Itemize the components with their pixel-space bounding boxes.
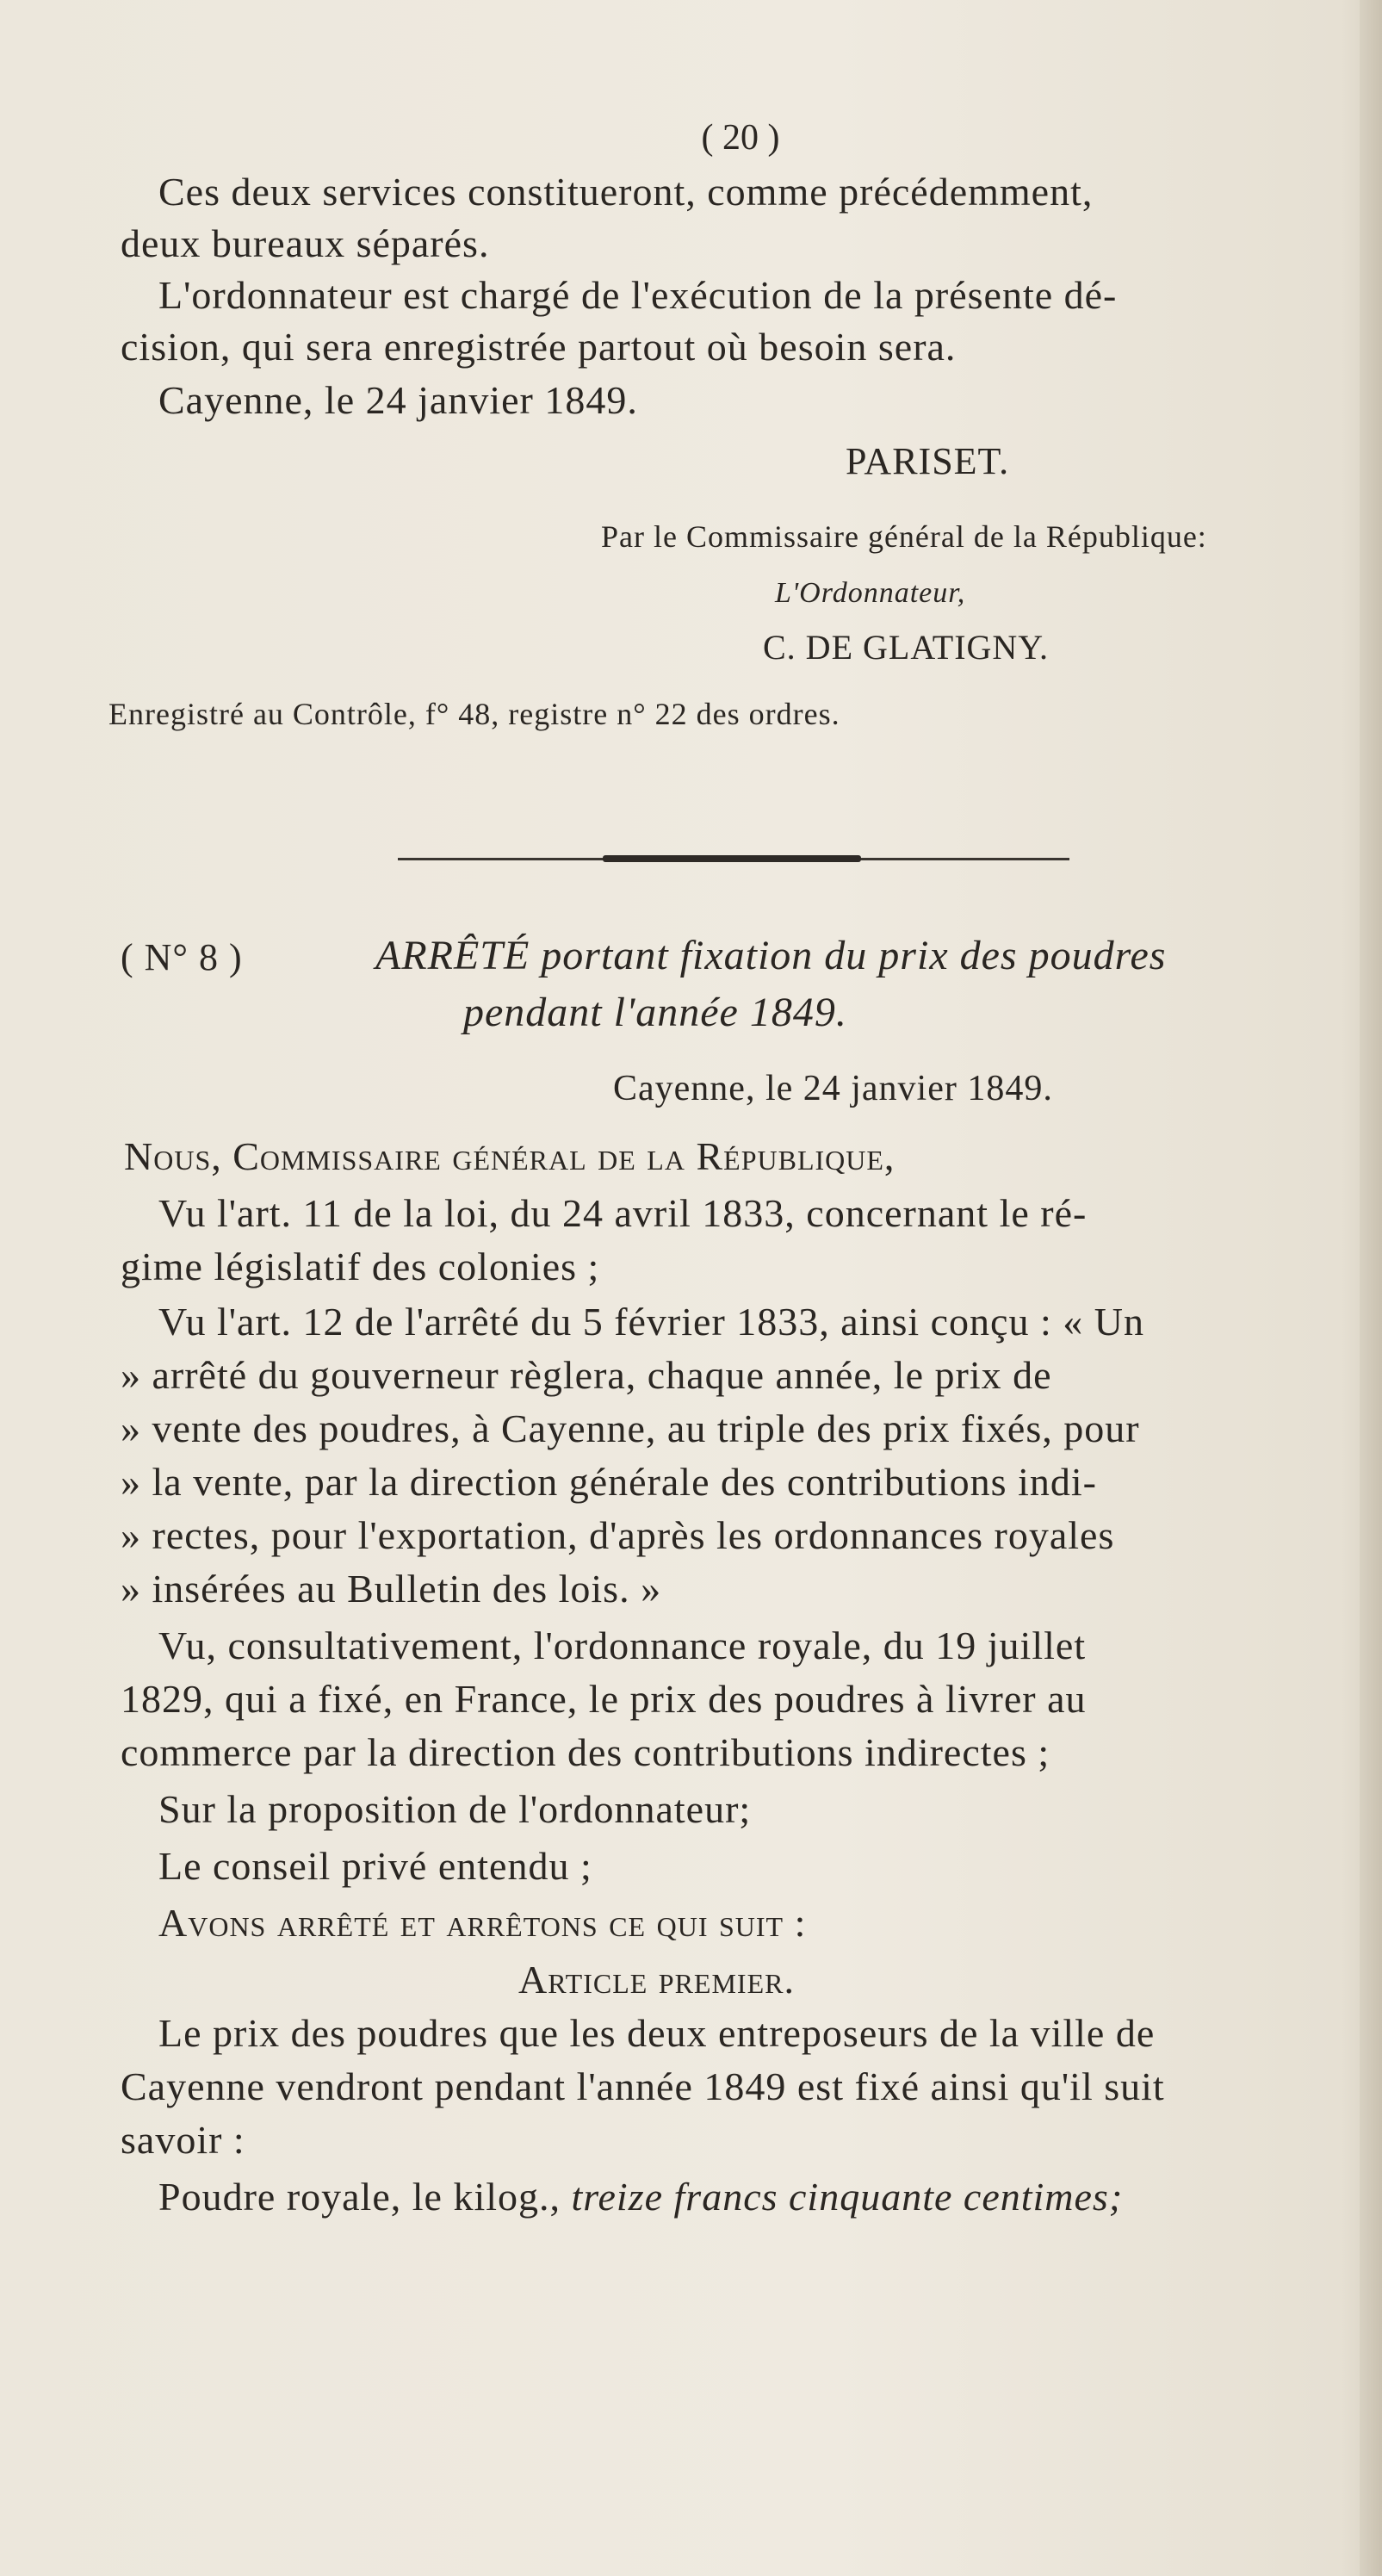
article-heading: Article premier. bbox=[518, 1958, 795, 2002]
paragraph-line: Vu, consultativement, l'ordonnance royale, du 19 juillet bbox=[158, 1623, 1087, 1667]
enacting-clause: Avons arrêté et arrêtons ce qui suit : bbox=[158, 1901, 807, 1945]
price-text: treize francs cinquante centimes; bbox=[571, 2175, 1124, 2219]
registration-note: Enregistré au Contrôle, f° 48, registre n° 22 des ordres. bbox=[108, 697, 840, 731]
quoted-line: » vente des poudres, à Cayenne, au triple des prix fixés, pour bbox=[121, 1406, 1140, 1450]
quoted-line: » la vente, par la direction générale des contributions indi- bbox=[121, 1460, 1097, 1504]
paragraph-line bbox=[158, 2174, 1123, 2219]
paragraph-line: Le conseil privé entendu ; bbox=[158, 1844, 592, 1888]
dateline: Cayenne, le 24 janvier 1849. bbox=[613, 1069, 1053, 1108]
decree-title: ARRÊTÉ portant fixation du prix des poudres bbox=[375, 933, 1167, 978]
poudre-royale-label: Poudre royale, le kilog., bbox=[158, 2175, 561, 2219]
paragraph-line: Le prix des poudres que les deux entreposeurs de la ville de bbox=[158, 2011, 1156, 2055]
signature-glatigny: C. DE GLATIGNY. bbox=[763, 628, 1050, 667]
paragraph-line: cision, qui sera enregistrée partout où besoin sera. bbox=[121, 325, 957, 369]
quoted-line: » insérées au Bulletin des lois. » bbox=[121, 1567, 662, 1611]
paragraph-line: Cayenne vendront pendant l'année 1849 est fixé ainsi qu'il suit bbox=[121, 2064, 1165, 2108]
paragraph-line: Vu l'art. 12 de l'arrêté du 5 février 1833, ainsi conçu : « Un bbox=[158, 1300, 1144, 1344]
section-divider-ornament bbox=[603, 855, 861, 862]
quoted-line: » arrêté du gouverneur règlera, chaque année, le prix de bbox=[121, 1353, 1052, 1397]
paragraph-line: Ces deux services constitueront, comme précédemment, bbox=[158, 170, 1094, 214]
paragraph-line: 1829, qui a fixé, en France, le prix des poudres à livrer au bbox=[121, 1677, 1087, 1721]
paragraph-line: gime législatif des colonies ; bbox=[121, 1245, 600, 1288]
decree-title: pendant l'année 1849. bbox=[463, 990, 847, 1035]
paragraph-line: deux bureaux séparés. bbox=[121, 221, 490, 265]
paragraph-line: Vu l'art. 11 de la loi, du 24 avril 1833, concernant le ré- bbox=[158, 1191, 1088, 1235]
dateline: Cayenne, le 24 janvier 1849. bbox=[158, 378, 638, 422]
decree-number: ( N° 8 ) bbox=[121, 936, 243, 978]
paragraph-line: commerce par la direction des contributions indirectes ; bbox=[121, 1730, 1050, 1774]
page-number: ( 20 ) bbox=[701, 118, 780, 158]
page-edge-shadow bbox=[1360, 0, 1382, 2576]
paragraph-line: Sur la proposition de l'ordonnateur; bbox=[158, 1787, 752, 1831]
paragraph-line: L'ordonnateur est chargé de l'exécution de la présente dé- bbox=[158, 273, 1118, 317]
par-le-commissaire: Par le Commissaire général de la République: bbox=[601, 519, 1207, 554]
quoted-line: » rectes, pour l'exportation, d'après les ordonnances royales bbox=[121, 1513, 1115, 1557]
signature-pariset: PARISET. bbox=[846, 440, 1010, 482]
paragraph-line: savoir : bbox=[121, 2118, 245, 2162]
ordonnateur-title: L'Ordonnateur, bbox=[775, 577, 966, 609]
preamble: Nous, Commissaire général de la République, bbox=[124, 1134, 896, 1178]
